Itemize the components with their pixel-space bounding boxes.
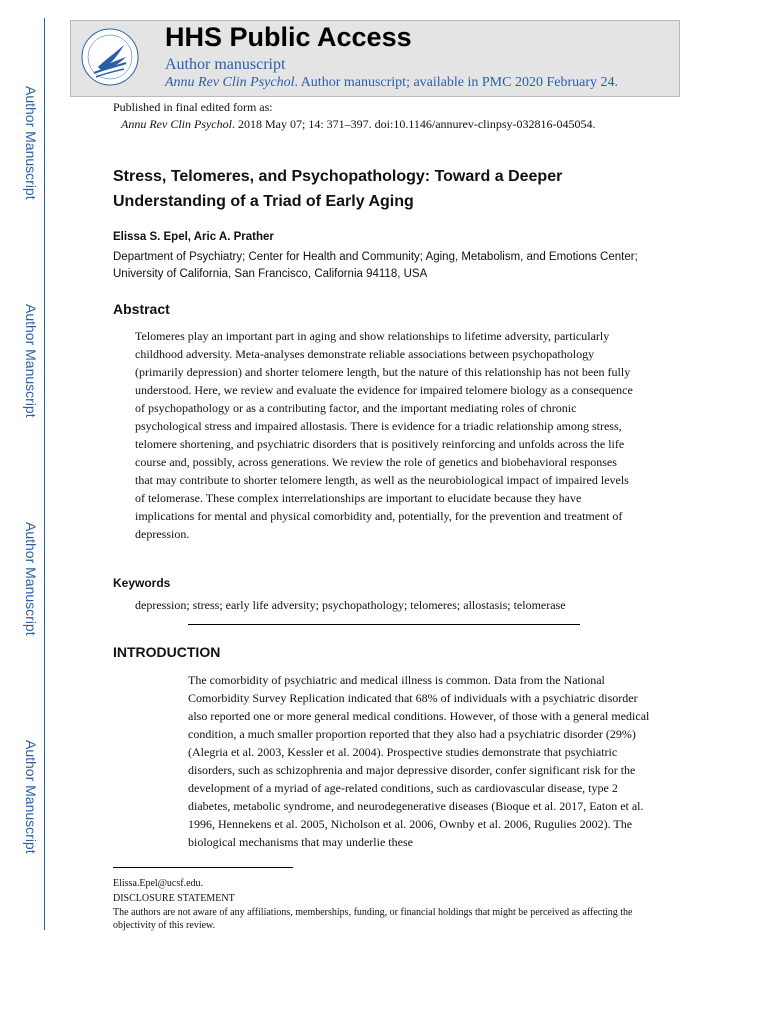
hhs-public-access-title: HHS Public Access (165, 22, 412, 52)
disclosure-text: The authors are not aware of any affiliations, memberships, funding, or financial holdings that might be perceived as affecting the objectivity of this review. (113, 907, 633, 931)
hhs-eagle-seal-icon (80, 27, 140, 87)
corresponding-email: Elissa.Epel@ucsf.edu. (113, 878, 204, 889)
journal-name: Annu Rev Clin Psychol (165, 75, 295, 90)
footnote-divider (113, 867, 293, 868)
abstract-heading: Abstract (113, 301, 170, 317)
published-citation (121, 117, 596, 132)
side-label-author-manuscript: Author Manuscript (23, 740, 39, 854)
keywords-text: depression; stress; early life adversity; psychopathology; telomeres; allostasis; telomerase (135, 598, 566, 612)
side-label-author-manuscript: Author Manuscript (23, 522, 39, 636)
published-label: Published in final edited form as: (113, 100, 273, 114)
article-affiliation: Department of Psychiatry; Center for Health and Community; Aging, Metabolism, and Emotions Center; University of California, San Francisco, California 94118, USA (113, 251, 638, 280)
article-title: Stress, Telomeres, and Psychopathology: Toward a Deeper Understanding of a Triad of Early Aging (113, 168, 563, 210)
side-label-author-manuscript: Author Manuscript (23, 304, 39, 418)
availability-text: . Author manuscript; available in PMC 2020 February 24. (294, 75, 618, 90)
disclosure-heading: DISCLOSURE STATEMENT (113, 893, 235, 904)
introduction-text: The comorbidity of psychiatric and medical illness is common. Data from the National Comorbidity Survey Replication indicated that 68% of individuals with a psychiatric disorder also reported one or more general medical conditions. However, of those with a general medical condition, a much smaller proportion reported that they also had a psychiatric disorder (29%) (Alegria et al. 2003, Kessler et al. 2004). Prospective studies demonstrate that psychiatric disorders, such as schizophrenia and major depressive disorder, confer significant risk for the development of a myriad of age-related conditions, such as cardiovascular disease, type 2 diabetes, metabolic syndrome, and neurodegenerative diseases (Bioque et al. 2017, Eaton et al. 1996, Hennekens et al. 2005, Nicholson et al. 2006, Ownby et al. 2006, Rugulies 2002). The biological mechanisms that may underlie these (188, 673, 650, 849)
keywords-heading: Keywords (113, 576, 171, 590)
published-journal: Annu Rev Clin Psychol (121, 117, 232, 131)
published-citation-text: . 2018 May 07; 14: 371–397. doi:10.1146/annurev-clinpsy-032816-045054. (231, 117, 596, 131)
side-label-author-manuscript: Author Manuscript (23, 86, 39, 200)
margin-rule (44, 18, 45, 930)
article-authors: Elissa S. Epel, Aric A. Prather (113, 231, 274, 243)
introduction-heading: INTRODUCTION (113, 644, 221, 660)
availability-line (165, 75, 618, 91)
section-divider (188, 624, 580, 625)
abstract-text: Telomeres play an important part in aging and show relationships to lifetime adversity, particularly childhood adversity. Meta-analyses demonstrate reliable associations between psychopathology (primarily depression) and shorter telomere length, but the nature of this relationship has not been fully understood. Here, we review and evaluate the evidence for impaired telomere biology as a consequence of psychopathology or as a contributing factor, and the important mediating roles of chronic psychological stress and impaired allostasis. There is evidence for a triadic relationship among stress, telomere shortening, and psychiatric disorders that is positively reinforcing and unfolds across the life course and, possibly, across generations. We review the role of genetics and biobehavioral responses that may contribute to shorter telomere length, as well as the neurobiological impact of impaired levels of telomerase. These complex interrelationships are important to elucidate because they have implications for mental and physical comorbidity and, potentially, for the prevention and treatment of depression. (135, 329, 633, 541)
author-manuscript-label: Author manuscript (165, 56, 286, 73)
